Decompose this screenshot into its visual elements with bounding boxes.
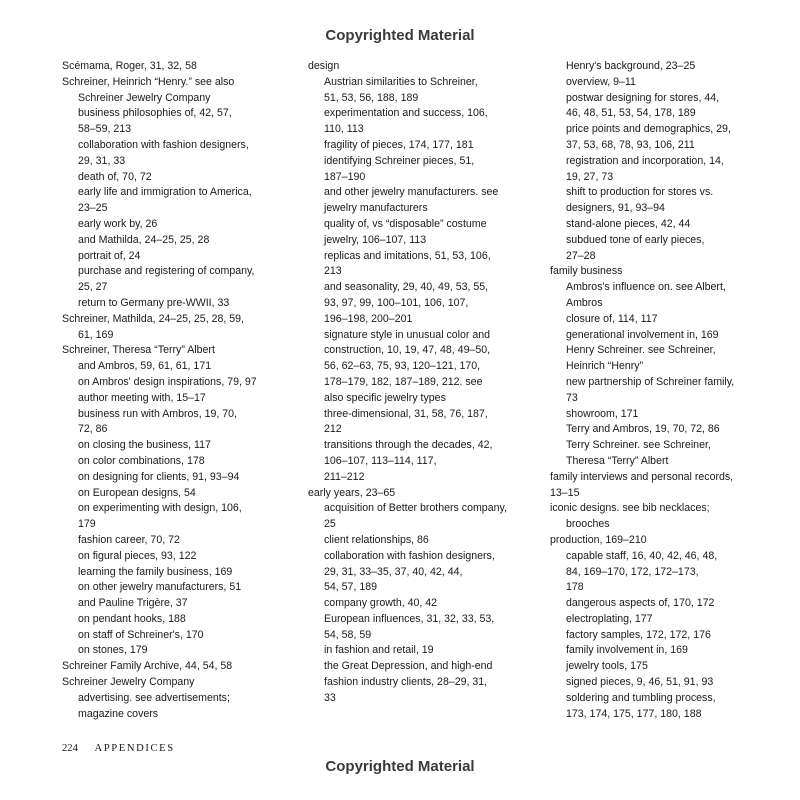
- index-entry: design: [308, 60, 340, 72]
- index-subentry: 19, 27, 73: [566, 170, 614, 183]
- index-subentry: 23–25: [78, 202, 108, 215]
- index-subentry: on European designs, 54: [78, 486, 196, 499]
- index-subentry: on other jewelry manufacturers, 51: [78, 581, 242, 594]
- index-subentry: capable staff, 16, 40, 42, 46, 48,: [566, 549, 718, 562]
- index-subentry: 179: [78, 518, 96, 531]
- index-subentry: signature style in unusual color and: [324, 328, 491, 341]
- index-subentry: business run with Ambros, 19, 70,: [78, 407, 237, 420]
- index-subentry: transitions through the decades, 42,: [324, 439, 493, 452]
- index-subentry: on designing for clients, 91, 93–94: [78, 470, 240, 483]
- index-entry: family interviews and personal records,: [550, 470, 734, 483]
- index-subentry: Schreiner Jewelry Company: [78, 91, 211, 104]
- index-subentry: signed pieces, 9, 46, 51, 91, 93: [566, 676, 714, 689]
- index-subentry: collaboration with fashion designers,: [324, 549, 495, 562]
- index-subentry: on stones, 179: [78, 644, 148, 657]
- index-subentry: subdued tone of early pieces,: [566, 233, 705, 246]
- index-subentry: fashion industry clients, 28–29, 31,: [324, 676, 488, 689]
- index-subentry: designers, 91, 93–94: [566, 202, 665, 215]
- index-subentry: 54, 57, 189: [324, 581, 378, 594]
- index-subentry: soldering and tumbling process,: [566, 691, 716, 704]
- index-subentry: 46, 48, 51, 53, 54, 178, 189: [566, 107, 696, 120]
- index-entry: Schreiner, Mathilda, 24–25, 25, 28, 59,: [62, 312, 244, 325]
- index-subentry: 37, 53, 68, 78, 93, 106, 211: [566, 138, 695, 151]
- index-column-middle: [308, 59, 508, 707]
- index-entry: Schreiner Family Archive, 44, 54, 58: [62, 660, 233, 673]
- index-subentry: Ambros: [566, 296, 603, 309]
- index-subentry: 73: [566, 391, 578, 404]
- index-subentry: early work by, 26: [78, 217, 158, 230]
- index-subentry: on staff of Schreiner's, 170: [78, 628, 204, 641]
- index-subentry: learning the family business, 169: [78, 565, 233, 578]
- index-subentry: and Mathilda, 24–25, 25, 28: [78, 233, 210, 246]
- index-subentry: 213: [324, 265, 342, 278]
- index-subentry: identifying Schreiner pieces, 51,: [324, 154, 475, 167]
- index-subentry: the Great Depression, and high-end: [324, 660, 493, 673]
- index-subentry: brooches: [566, 518, 610, 531]
- index-subentry: 29, 31, 33–35, 37, 40, 42, 44,: [324, 565, 463, 578]
- index-subentry: acquisition of Better brothers company,: [324, 502, 507, 515]
- index-entry: Scémama, Roger, 31, 32, 58: [62, 60, 197, 72]
- index-subentry: 25, 27: [78, 281, 108, 294]
- index-subentry: Henry Schreiner. see Schreiner,: [566, 344, 716, 357]
- index-subentry: 54, 58, 59: [324, 628, 372, 641]
- index-subentry: 196–198, 200–201: [324, 312, 413, 325]
- index-subentry: price points and demographics, 29,: [566, 123, 731, 136]
- index-subentry: 110, 113: [324, 123, 364, 136]
- index-subentry: jewelry manufacturers: [324, 202, 428, 215]
- index-subentry: return to Germany pre-WWII, 33: [78, 296, 230, 309]
- index-subentry: Austrian similarities to Schreiner,: [324, 75, 478, 88]
- index-subentry: on pendant hooks, 188: [78, 612, 186, 625]
- index-subentry: collaboration with fashion designers,: [78, 138, 249, 151]
- index-subentry: shift to production for stores vs.: [566, 186, 714, 199]
- index-column-right: [550, 59, 760, 722]
- index-subentry: magazine covers: [78, 707, 159, 720]
- index-subentry: on experimenting with design, 106,: [78, 502, 242, 515]
- index-entry: Schreiner Jewelry Company: [62, 676, 195, 689]
- index-subentry: 178–179, 182, 187–189, 212. see: [324, 375, 483, 388]
- page-number: 224: [62, 743, 78, 754]
- index-entry: Schreiner, Theresa “Terry” Albert: [62, 344, 215, 357]
- index-subentry: 84, 169–170, 172, 172–173,: [566, 565, 699, 578]
- index-subentry: client relationships, 86: [324, 533, 429, 546]
- index-subentry: author meeting with, 15–17: [78, 391, 206, 404]
- index-subentry: Theresa “Terry” Albert: [566, 454, 669, 467]
- index-subentry: on color combinations, 178: [78, 454, 205, 467]
- index-subentry: 106–107, 113–114, 117,: [324, 454, 437, 467]
- index-subentry: company growth, 40, 42: [324, 597, 438, 610]
- index-subentry: 27–28: [566, 249, 596, 262]
- index-subentry: quality of, vs “disposable” costume: [324, 217, 487, 230]
- index-subentry: 29, 31, 33: [78, 154, 126, 167]
- index-subentry: registration and incorporation, 14,: [566, 154, 724, 167]
- index-subentry: stand-alone pieces, 42, 44: [566, 217, 691, 230]
- index-subentry: closure of, 114, 117: [566, 312, 658, 325]
- index-entry: 13–15: [550, 486, 580, 499]
- index-subentry: European influences, 31, 32, 33, 53,: [324, 612, 495, 625]
- index-subentry: early life and immigration to America,: [78, 186, 252, 199]
- index-entry: iconic designs. see bib necklaces;: [550, 502, 710, 515]
- index-subentry: death of, 70, 72: [78, 170, 152, 183]
- index-subentry: and Ambros, 59, 61, 61, 171: [78, 360, 212, 373]
- index-subentry: Henry's background, 23–25: [566, 60, 696, 72]
- index-subentry: and seasonality, 29, 40, 49, 53, 55,: [324, 281, 489, 294]
- index-subentry: and other jewelry manufacturers. see: [324, 186, 499, 199]
- index-subentry: also specific jewelry types: [324, 391, 446, 404]
- index-subentry: family involvement in, 169: [566, 644, 688, 657]
- copyright-watermark-top: Copyrighted Material: [325, 27, 475, 44]
- index-subentry: Ambros's influence on. see Albert,: [566, 281, 726, 294]
- index-subentry: jewelry tools, 175: [566, 660, 648, 673]
- index-subentry: 72, 86: [78, 423, 108, 436]
- index-subentry: showroom, 171: [566, 407, 639, 420]
- index-subentry: 211–212: [324, 470, 365, 483]
- index-entry: Schreiner, Heinrich “Henry.” see also: [62, 75, 235, 88]
- index-subentry: 58–59, 213: [78, 123, 132, 136]
- index-subentry: and Pauline Trigère, 37: [78, 597, 188, 610]
- index-subentry: 173, 174, 175, 177, 180, 188: [566, 707, 702, 720]
- index-subentry: Heinrich “Henry”: [566, 360, 644, 373]
- index-subentry: three-dimensional, 31, 58, 76, 187,: [324, 407, 488, 420]
- index-subentry: generational involvement in, 169: [566, 328, 719, 341]
- index-subentry: 33: [324, 691, 336, 704]
- index-subentry: postwar designing for stores, 44,: [566, 91, 720, 104]
- index-entry: production, 169–210: [550, 533, 647, 546]
- index-subentry: on closing the business, 117: [78, 439, 211, 452]
- index-subentry: experimentation and success, 106,: [324, 107, 488, 120]
- index-subentry: Terry Schreiner. see Schreiner,: [566, 439, 711, 452]
- index-subentry: overview, 9–11: [566, 75, 636, 88]
- index-subentry: in fashion and retail, 19: [324, 644, 434, 657]
- index-subentry: jewelry, 106–107, 113: [324, 233, 427, 246]
- index-subentry: construction, 10, 19, 47, 48, 49–50,: [324, 344, 491, 357]
- copyright-watermark-bottom: Copyrighted Material: [325, 758, 475, 775]
- index-entry: family business: [550, 265, 623, 278]
- index-subentry: 56, 62–63, 75, 93, 120–121, 170,: [324, 360, 481, 373]
- index-subentry: new partnership of Schreiner family,: [566, 375, 735, 388]
- index-subentry: on figural pieces, 93, 122: [78, 549, 197, 562]
- index-subentry: portrait of, 24: [78, 249, 141, 262]
- index-subentry: replicas and imitations, 51, 53, 106,: [324, 249, 491, 262]
- index-subentry: 212: [324, 423, 342, 436]
- index-subentry: 178: [566, 581, 584, 594]
- index-subentry: dangerous aspects of, 170, 172: [566, 597, 715, 610]
- index-entry: early years, 23–65: [308, 486, 396, 499]
- index-subentry: fashion career, 70, 72: [78, 533, 180, 546]
- index-subentry: business philosophies of, 42, 57,: [78, 107, 232, 120]
- index-subentry: factory samples, 172, 172, 176: [566, 628, 711, 641]
- index-subentry: electroplating, 177: [566, 612, 653, 625]
- page-footer: [62, 743, 175, 754]
- index-subentry: 93, 97, 99, 100–101, 106, 107,: [324, 296, 469, 309]
- index-subentry: Terry and Ambros, 19, 70, 72, 86: [566, 423, 720, 436]
- index-subentry: 187–190: [324, 170, 366, 183]
- index-subentry: 61, 169: [78, 328, 114, 341]
- index-subentry: advertising. see advertisements;: [78, 691, 230, 704]
- index-subentry: purchase and registering of company,: [78, 265, 255, 278]
- index-subentry: 51, 53, 56, 188, 189: [324, 91, 419, 104]
- index-subentry: fragility of pieces, 174, 177, 181: [324, 138, 474, 151]
- section-title: APPENDICES: [94, 743, 175, 754]
- index-column-left: [62, 59, 262, 722]
- index-subentry: 25: [324, 518, 336, 531]
- index-subentry: on Ambros' design inspirations, 79, 97: [78, 375, 257, 388]
